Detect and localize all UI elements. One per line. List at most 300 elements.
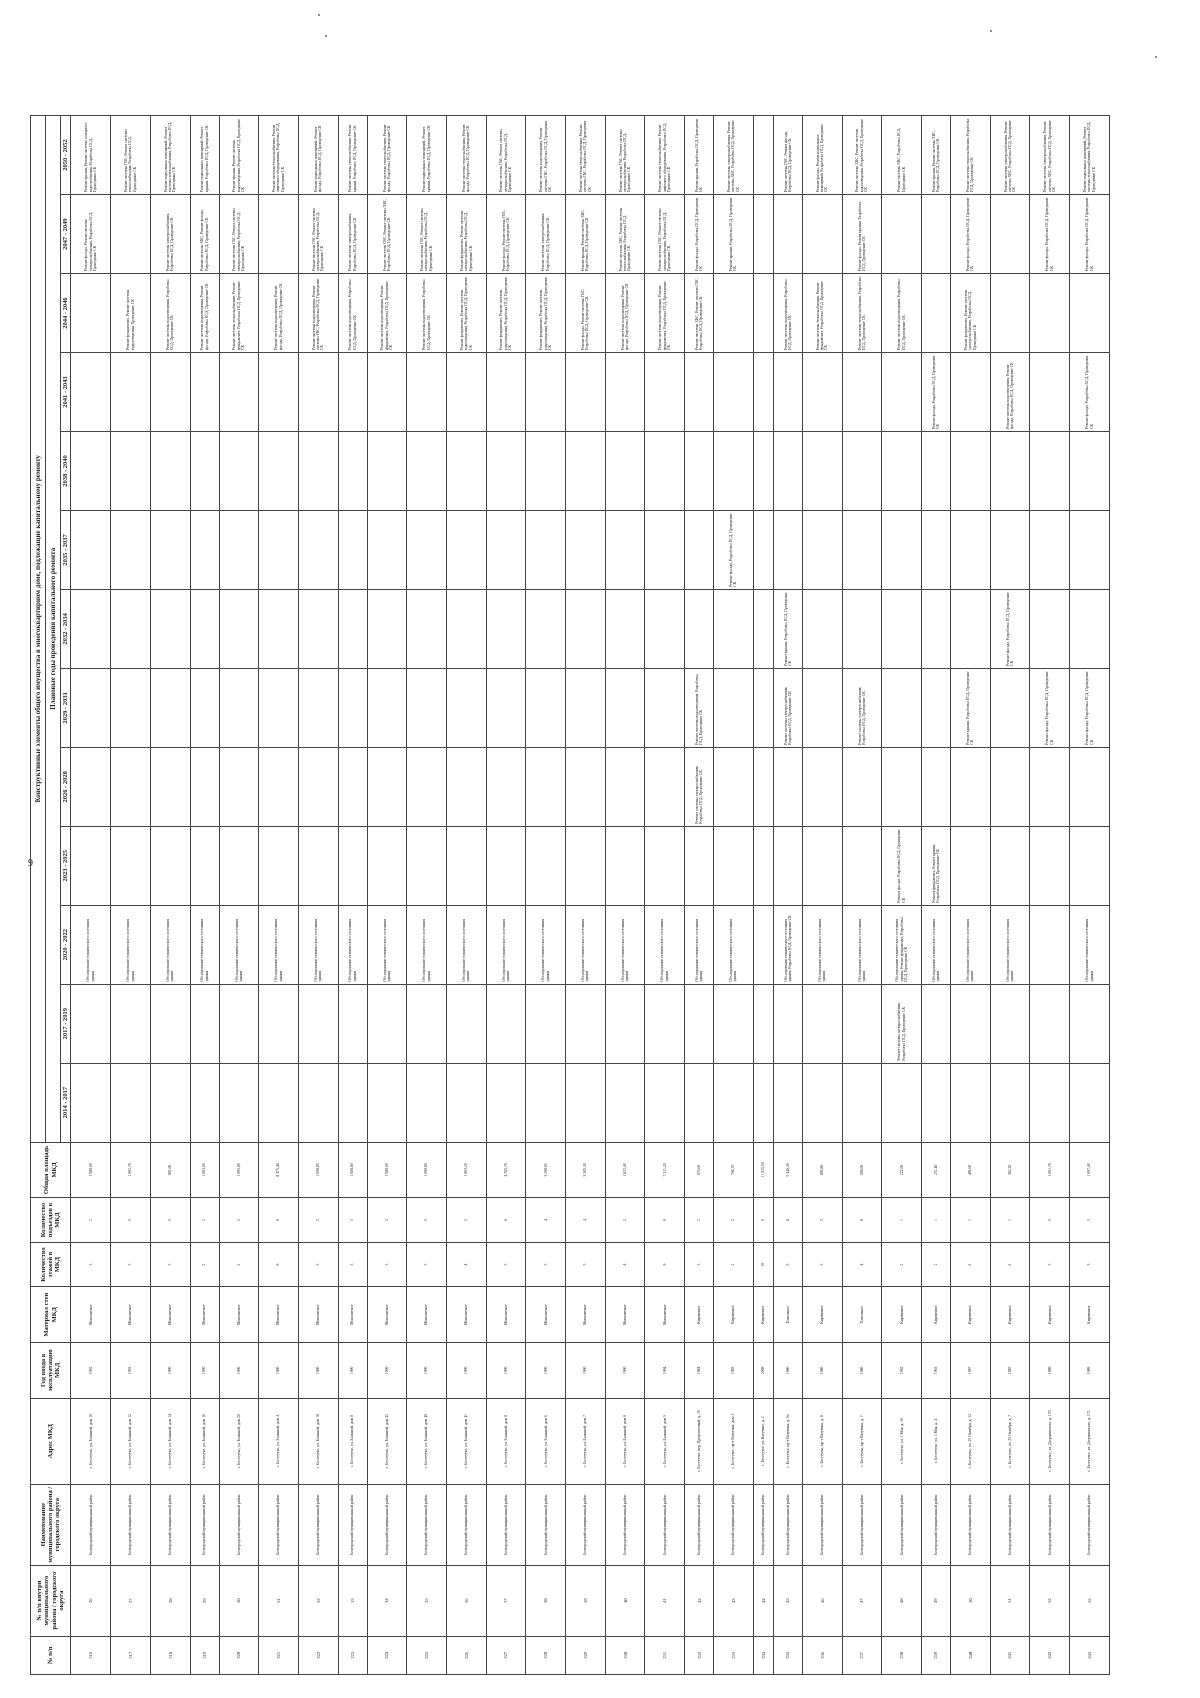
period-cell [802,668,842,747]
period-cell [71,274,111,353]
floors-cell: 2 [990,1242,1030,1287]
municipality-cell: Белгородский муниципальный район [645,1484,685,1565]
floors-cell: 3 [407,1242,447,1287]
period-cell: Обследование технического состояния здания [338,905,367,984]
period-cell [802,589,842,668]
row-ord-number: 46 [802,1565,842,1636]
period-cell [446,747,486,826]
row-number: 235 [774,1636,803,1674]
municipality-cell: Белгородский муниципальный район [71,1484,111,1565]
address-cell: с. Бесегутье, ул. Дзержинского, д. 170 [1030,1398,1070,1484]
period-cell [298,589,338,668]
row-number: 217 [111,1636,151,1674]
area-cell: 676,60 [685,1142,714,1198]
municipality-cell: Белгородский муниципальный район [111,1484,151,1565]
period-cell [259,747,299,826]
period-cell: Ремонт подвальных помещений, Ремонт крыши, Разработка ПСД, Проведение СК [407,116,447,195]
entrances-cell: 2 [714,1198,754,1243]
period-cell: Обследование технического состояния здания [714,905,754,984]
period-cell [526,1063,566,1142]
municipality-cell: Белгородский муниципальный район [190,1484,219,1565]
floors-cell: 5 [566,1242,606,1287]
period-cell: Ремонт фасада, Разработка ПСД, Проведение СК [882,826,922,905]
municipality-cell: Белгородский муниципальный район [753,1484,773,1565]
period-cell [714,826,754,905]
period-cell: Ремонт системы теплоснабжения, Ремонт фундамента, Разработка ПСД, Проведение СК [219,274,259,353]
period-cell [338,668,367,747]
period-cell [774,826,803,905]
period-cell [566,668,606,747]
period-cell [774,984,803,1063]
period-cell [774,353,803,432]
year-cell: 1994 [645,1343,685,1399]
entrances-cell: 3 [1070,1198,1110,1243]
period-cell: Ремонт фасада, Разработка ПСД, Проведение СК [922,353,951,432]
row-ord-number: 43 [714,1565,754,1636]
material-cell: Кирпичное [753,1287,773,1343]
period-cell [753,195,773,274]
period-cell [922,432,951,511]
area-cell: 11 025,50 [753,1142,773,1198]
table-row [71,116,111,1675]
super-header-plan-years: Плановые годы проведения капитального ремонта [46,116,61,1143]
col-header-period: 2020 - 2022 [61,905,71,984]
period-cell [753,274,773,353]
table-row [367,116,407,1675]
table-row [150,116,190,1675]
period-cell [1030,747,1070,826]
material-cell: Монолитное [298,1287,338,1343]
period-cell [190,353,219,432]
period-cell: Обследование технического состояния здания, Ремонт фундамента, Разработка ПСД, Проведение СК [882,905,922,984]
period-cell [714,747,754,826]
period-cell [259,589,299,668]
period-cell [259,984,299,1063]
period-cell: Ремонт системы ХВС, Ремонт фасада, Разработка ПСД, Проведение СК [190,195,219,274]
table-row [298,116,338,1675]
period-cell [367,826,407,905]
year-cell: 1989 [1030,1343,1070,1399]
period-cell [990,668,1030,747]
period-cell [950,510,990,589]
period-cell: Обследование технического состояния здания [605,905,645,984]
scan-speck [1155,56,1157,58]
row-number: 243 [1070,1636,1110,1674]
row-number: 242 [1030,1636,1070,1674]
address-cell: с. Бесегутье, пр-т Ватутина, д. 8 [802,1398,842,1484]
period-cell [259,510,299,589]
address-cell: с. Бесегутье, пер. Профсоюзный, д. 16 [685,1398,714,1484]
row-ord-number: 34 [367,1565,407,1636]
table-row [685,116,714,1675]
municipality-cell: Белгородский муниципальный район [367,1484,407,1565]
period-cell [774,747,803,826]
period-cell [526,826,566,905]
address-cell: с. Бесегутье, ул. Большой, дом 14 [150,1398,190,1484]
period-cell [882,747,922,826]
period-cell: Обследование технического состояния здания [922,905,951,984]
table-row [486,116,526,1675]
address-cell: с. Бесегутье, ул. 1 Мая, д. 4 [922,1398,951,1484]
row-number: 238 [882,1636,922,1674]
period-cell: Обследование технического состояния здания [190,905,219,984]
period-cell [407,747,447,826]
municipality-cell: Белгородский муниципальный район [338,1484,367,1565]
period-cell [259,195,299,274]
period-cell [882,353,922,432]
period-cell [1070,984,1110,1063]
period-cell: Ремонт системы теплоснабжения, Ремонт лифтового оборудования, Разработка ПСД, Проведение СК [645,116,685,195]
period-cell [882,668,922,747]
period-cell [111,353,151,432]
period-cell [71,510,111,589]
row-number: 227 [486,1636,526,1674]
period-cell: Ремонт системы теплоснабжения, Ремонт фасада, Разработка ПСД, Проведение СК [367,116,407,195]
period-cell: Обследование технического состояния здания [71,905,111,984]
address-cell: с. Бесегутье, ул. Большой, дом 8 [605,1398,645,1484]
period-cell [190,747,219,826]
material-cell: Монолитное [645,1287,685,1343]
period-cell: Ремонт системы теплоснабжения, Ремонт крыши, Разработка ПСД, Проведение СК [338,116,367,195]
row-number: 228 [526,1636,566,1674]
period-cell [842,826,882,905]
period-cell [71,1063,111,1142]
row-ord-number: 49 [922,1565,951,1636]
period-cell [990,1063,1030,1142]
period-cell: Ремонт системы теплоснабжения, Ремонт лифтового оборудования, Разработка ПСД, Проведение СК [259,116,299,195]
floors-cell: 4 [842,1242,882,1287]
table-row [645,116,685,1675]
entrances-cell: 1 [950,1198,990,1243]
period-cell [802,1063,842,1142]
period-cell [298,826,338,905]
period-cell [150,510,190,589]
period-cell: Обследование технического состояния здания [526,905,566,984]
period-cell [486,353,526,432]
period-cell: Обследование технического состояния здания [842,905,882,984]
material-cell: Кирпичное [950,1287,990,1343]
period-cell: Ремонт фасада, Разработка ПСД, Проведение СК [1070,353,1110,432]
table-row [1030,116,1070,1675]
area-cell: 1 822,00 [605,1142,645,1198]
material-cell: Монолитное [446,1287,486,1343]
period-cell: Ремонт фундамента, Ремонт системы водоотведения, Проведение СК [111,274,151,353]
period-cell [605,510,645,589]
material-cell: Панельное [774,1287,803,1343]
entrances-cell: 2 [298,1198,338,1243]
period-cell: Ремонт системы водоотведения, Ремонт фундамента, Разработка ПСД, Проведение СК [367,274,407,353]
row-number: 221 [259,1636,299,1674]
row-number: 241 [990,1636,1030,1674]
period-cell [922,274,951,353]
period-cell [714,274,754,353]
period-cell [71,668,111,747]
table-row [842,116,882,1675]
period-cell [685,1063,714,1142]
area-cell: 580,00 [842,1142,882,1198]
address-cell: с. Бесегутье, ул. Большой, дом 18 [298,1398,338,1484]
area-cell: 5 440,30 [774,1142,803,1198]
period-cell [298,1063,338,1142]
period-cell [990,195,1030,274]
period-cell [486,747,526,826]
period-cell: Ремонт системы теплоснабжения, Ремонт фасада, Разработка ПСД, Проведение СК [446,116,486,195]
material-cell: Кирпичное [802,1287,842,1343]
floors-cell: 4 [605,1242,645,1287]
period-cell: Ремонт системы теплоснабжения, Разработка ПСД, Проведение СК [950,116,990,195]
municipality-cell: Белгородский муниципальный район [990,1484,1030,1565]
period-cell: Ремонт системы электроснабжения, Ремонт системы ХВС, Разработка ПСД, Проведение СК [714,116,754,195]
period-cell [446,826,486,905]
period-cell [190,826,219,905]
period-cell: Ремонт фундамента, Ремонт системы водоотведения, Разработка ПСД, Проведение СК [446,274,486,353]
period-cell [1070,826,1110,905]
period-cell: Ремонт системы электроснабжения, Разработка ПСД, Проведение СК [150,195,190,274]
material-cell: Кирпичное [1070,1287,1110,1343]
material-cell: Кирпичное [882,1287,922,1343]
period-cell [566,826,606,905]
address-cell: с. Бесегутье, ул. Большой, дом 8 [486,1398,526,1484]
period-cell [259,668,299,747]
period-cell [338,510,367,589]
material-cell: Монолитное [259,1287,299,1343]
period-cell [882,589,922,668]
period-cell [605,984,645,1063]
period-cell [753,668,773,747]
address-cell: с. Бесегутье, ул. Большой, дом 5 [645,1398,685,1484]
period-cell [1030,353,1070,432]
period-cell: Ремонт подвальных помещений, Ремонт крыши, Разработка ПСД, Проведение СК [190,116,219,195]
period-cell: Ремонт подвальных помещений, Ремонт системы теплоснабжения, Разработка ПСД, Проведение СК [1070,116,1110,195]
period-cell: Ремонт системы ХВС, Ремонт системы теплоснабжения, Разработка ПСД, Проведение СК [605,195,645,274]
address-cell: с. Бесегутье, ул. 25 Октября, д. 7 [990,1398,1030,1484]
municipality-cell: Белгородский муниципальный район [1030,1484,1070,1565]
table-row [1070,116,1110,1675]
floors-cell: 4 [446,1242,486,1287]
area-cell: 1 098,85 [298,1142,338,1198]
period-cell [922,195,951,274]
period-cell [990,274,1030,353]
period-cell [753,116,773,195]
entrances-cell: 3 [407,1198,447,1243]
floors-cell: 3 [802,1242,842,1287]
municipality-cell: Белгородский муниципальный район [842,1484,882,1565]
period-cell [566,432,606,511]
period-cell [605,747,645,826]
address-cell: с. Бесегутье, ул. Большой, дом 16 [190,1398,219,1484]
row-ord-number: 30 [219,1565,259,1636]
entrances-cell: 3 [802,1198,842,1243]
period-cell [219,668,259,747]
row-ord-number: 35 [407,1565,447,1636]
col-header-period: 2050 - 2052 [61,116,71,195]
period-cell [802,510,842,589]
table-row [950,116,990,1675]
period-cell [990,432,1030,511]
period-cell: Обследование технического состояния здания [990,905,1030,984]
floors-cell: 3 [71,1242,111,1287]
period-cell [842,510,882,589]
area-cell: 1 098,80 [407,1142,447,1198]
period-cell: Ремонт системы электроснабжения, Разработка ПСД, Проведение СК [882,984,922,1063]
period-cell: Ремонт системы ГВС, Ремонт системы электроснабжения, Разработка ПСД, Проведение СК [407,195,447,274]
floors-cell: 3 [685,1242,714,1287]
material-cell: Монолитное [338,1287,367,1343]
floors-cell: 3 [367,1242,407,1287]
row-ord-number: 44 [753,1565,773,1636]
period-cell: Ремонт фасада, Разработка ПСД, Проведение СК [1030,668,1070,747]
period-cell [486,589,526,668]
area-cell: 7 311,20 [645,1142,685,1198]
year-cell: 1990 [526,1343,566,1399]
address-cell: с. Бесегутье, ул. Большой, дом 6 [526,1398,566,1484]
address-cell: с. Бесегутье, ул. Большой, дом 10 [71,1398,111,1484]
entrances-cell: 3 [111,1198,151,1243]
municipality-cell: Белгородский муниципальный район [882,1484,922,1565]
table-row [190,116,219,1675]
period-cell [922,1063,951,1142]
period-cell: Обследование технического состояния здания [367,905,407,984]
col-header-period: 2035 - 2037 [61,510,71,589]
year-cell: 1962 [882,1343,922,1399]
period-cell [645,510,685,589]
year-cell: 1984 [685,1343,714,1399]
period-cell [950,747,990,826]
period-cell [842,353,882,432]
period-cell [259,432,299,511]
col-header-area: Общая площадь МКД [31,1142,71,1198]
municipality-cell: Белгородский муниципальный район [298,1484,338,1565]
period-cell: Ремонт крыши, Ремонт системы холодного водоснабжения, Разработка ПСД, Проведение СК [71,116,111,195]
year-cell: 1990 [605,1343,645,1399]
period-cell [111,195,151,274]
table-row [753,116,773,1675]
scan-speck [990,30,992,32]
period-cell [714,589,754,668]
area-cell: 8 475,40 [259,1142,299,1198]
period-cell: Ремонт системы водоотведения, Разработка ПСД, Проведение СК [882,274,922,353]
period-cell [714,668,754,747]
row-ord-number: 31 [259,1565,299,1636]
period-cell [111,668,151,747]
row-ord-number: 52 [1030,1565,1070,1636]
period-cell [526,589,566,668]
address-cell: с. Бесегутье, ул. Большой, дом 40 [407,1398,447,1484]
address-cell: с. Бесегутье, ул. Большой, дом 4 [259,1398,299,1484]
period-cell [685,826,714,905]
municipality-cell: Белгородский муниципальный район [150,1484,190,1565]
floors-cell: 3 [150,1242,190,1287]
period-cell [842,1063,882,1142]
period-cell [486,432,526,511]
period-cell [774,1063,803,1142]
period-cell: Ремонт системы ГВС, Ремонт системы электроснабжения, Разработка ПСД, Проведение СК [486,116,526,195]
period-cell [71,432,111,511]
row-ord-number: 42 [685,1565,714,1636]
area-cell: 1 083,00 [190,1142,219,1198]
entrances-cell: 2 [219,1198,259,1243]
period-cell: Ремонт фасада, Разработка ПСД, Проведение СК [1070,668,1110,747]
period-cell [367,432,407,511]
period-cell [219,432,259,511]
period-cell: Ремонт фасада, Разработка ПСД, Проведение СК [1070,195,1110,274]
period-cell [566,353,606,432]
table-row [605,116,645,1675]
col-header-num-ord: № п/п внутри муниципального района / городского округа [31,1565,71,1636]
table-row [990,116,1030,1675]
period-cell: Ремонт системы водоотведения, Разработка ПСД, Проведение СК [774,274,803,353]
year-cell: 1983 [990,1343,1030,1399]
entrances-cell: 8 [774,1198,803,1243]
year-cell: 1963 [922,1343,951,1399]
period-cell [298,510,338,589]
period-cell [714,984,754,1063]
period-cell: Ремонт фасада, Ремонт системы электроснабжения, Разработка ПСД, Проведение СК [71,195,111,274]
address-cell: с. Бесегутье, ул. Большой, дом 42 [367,1398,407,1484]
floors-cell: 2 [882,1242,922,1287]
period-cell: Ремонт системы водоотведения, Разработка ПСД, Проведение СК [338,274,367,353]
period-cell: Ремонт системы ХВС, Разработка ПСД, Проведение СК [882,116,922,195]
row-number: 239 [922,1636,951,1674]
entrances-cell: 9 [645,1198,685,1243]
entrances-cell: 3 [1030,1198,1070,1243]
floors-cell: 3 [338,1242,367,1287]
table-row [526,116,566,1675]
period-cell [922,510,951,589]
entrances-cell: 9 [259,1198,299,1243]
period-cell [446,1063,486,1142]
municipality-cell: Белгородский муниципальный район [407,1484,447,1565]
col-header-period: 2044 - 2046 [61,274,71,353]
year-cell: 1987 [950,1343,990,1399]
period-cell [526,668,566,747]
period-cell [367,510,407,589]
floors-cell: 9 [259,1242,299,1287]
material-cell: Кирпичное [1030,1287,1070,1343]
period-cell [685,984,714,1063]
period-cell [882,510,922,589]
table-row [714,116,754,1675]
row-number: 218 [150,1636,190,1674]
entrances-cell: 2 [685,1198,714,1243]
row-ord-number: 28 [150,1565,190,1636]
row-number: 223 [338,1636,367,1674]
col-header-period: 2047 - 2049 [61,195,71,274]
year-cell: 1990 [407,1343,447,1399]
period-cell [566,510,606,589]
period-cell: Ремонт системы водоотведения, Ремонт фундамента, Разработка ПСД, Проведение СК [645,274,685,353]
table-row [259,116,299,1675]
period-cell [407,589,447,668]
col-header-period: 2017 - 2019 [61,984,71,1063]
period-cell [882,195,922,274]
period-cell [1030,984,1070,1063]
material-cell: Монолитное [407,1287,447,1343]
period-cell: Ремонт подвальных помещений, Ремонт системы теплоснабжения, Разработка ПСД, Проведение СК [150,116,190,195]
material-cell: Кирпичное [990,1287,1030,1343]
period-cell: Ремонт крыши, Разработка ПСД, Проведение СК [685,116,714,195]
period-cell [338,984,367,1063]
address-cell: с. Бесегутье, пр-т Ватутина, дом 3 [714,1398,754,1484]
period-cell [486,826,526,905]
period-cell [753,510,773,589]
period-cell [922,984,951,1063]
period-cell [753,353,773,432]
period-cell: Ремонт крыши, Ремонт системы водоотведения, Разработка ПСД, Проведение СК [219,116,259,195]
period-cell [645,747,685,826]
municipality-cell: Белгородский муниципальный район [219,1484,259,1565]
period-cell: Обследование технического состояния здания [802,905,842,984]
